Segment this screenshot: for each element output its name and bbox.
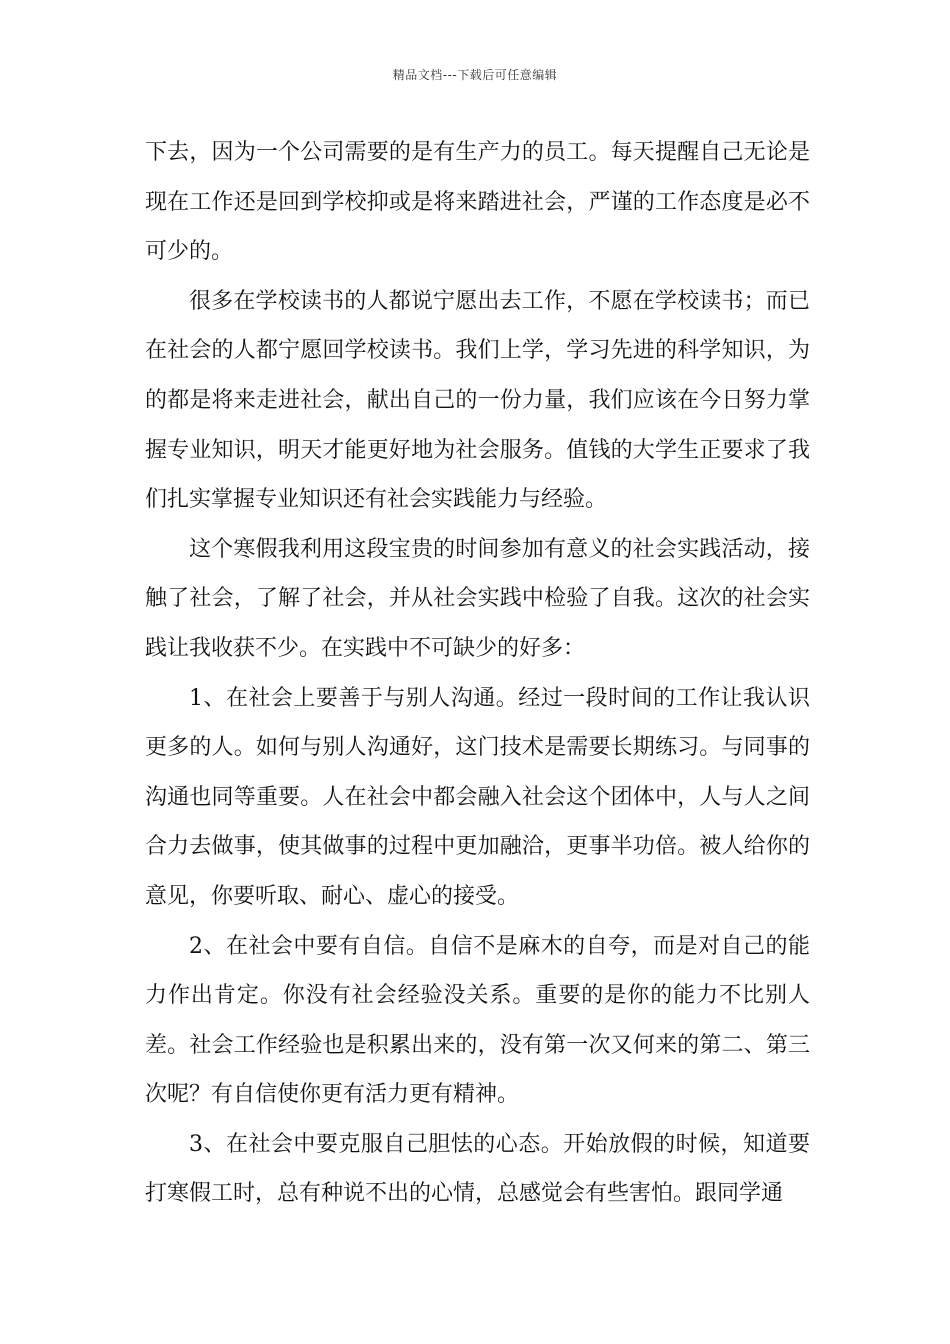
paragraph-4: 1、在社会上要善于与别人沟通。经过一段时间的工作让我认识更多的人。如何与别人沟通好，这门技术是需要长期练习。与同事的沟通也同等重要。人在社会中都会融入社会这个团体中，人与人之间合力去做事，使其做事的过程中更加融洽，更事半功倍。被人给你的意见，你要听取、耐心、虚心的接受。 [145,685,810,909]
paragraph-1: 下去，因为一个公司需要的是有生产力的员工。每天提醒自己无论是现在工作还是回到学校抑或是将来踏进社会，严谨的工作态度是必不可少的。 [145,140,810,265]
page-header: 精品文档---下载后可任意编辑 [392,68,558,82]
paragraph-2: 很多在学校读书的人都说宁愿出去工作，不愿在学校读书；而已在社会的人都宁愿回学校读书。我们上学，学习先进的科学知识，为的都是将来走进社会，献出自己的一份力量，我们应该在今日努力掌握专业知识，明天才能更好地为社会服务。值钱的大学生正要求了我们扎实掌握专业知识还有社会实践能力与经验。 [145,288,810,513]
paragraph-5: 2、在社会中要有自信。自信不是麻木的自夸，而是对自己的能力作出肯定。你没有社会经验没关系。重要的是你的能力不比别人差。社会工作经验也是积累出来的，没有第一次又何来的第二、第三次呢？有自信使你更有活力更有精神。 [145,933,810,1108]
paragraph-3: 这个寒假我利用这段宝贵的时间参加有意义的社会实践活动，接触了社会，了解了社会，并从社会实践中检验了自我。这次的社会实践让我收获不少。在实践中不可缺少的好多： [145,536,810,661]
document-body [145,128,810,1219]
paragraph-6: 3、在社会中要克服自己胆怯的心态。开始放假的时候，知道要打寒假工时，总有种说不出的心情，总感觉会有些害怕。跟同学通 [145,1131,810,1207]
